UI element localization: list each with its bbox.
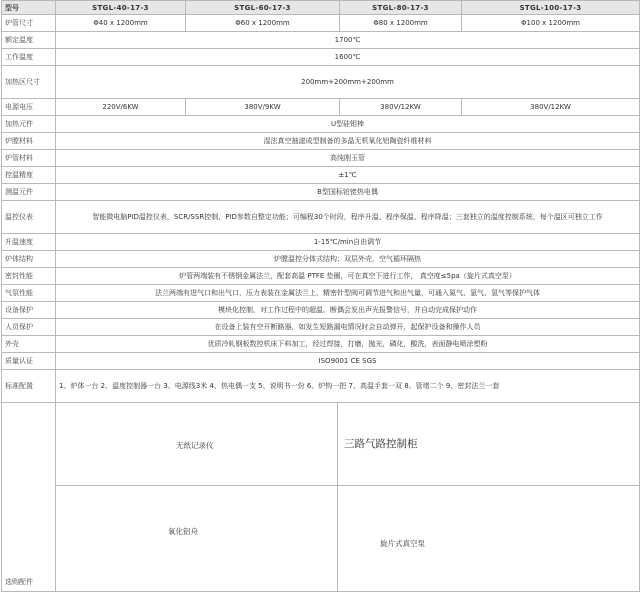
structure-value: 炉膛温控分体式结构；双层外壳，空气循环隔热	[56, 251, 640, 268]
controller-label: 温控仪表	[2, 201, 56, 234]
voltage-2: 380V/9KW	[186, 99, 340, 116]
heating-rate-value: 1-15℃/min自由调节	[56, 234, 640, 251]
row-thermocouple	[2, 184, 640, 201]
furnace-material-value: 湿法真空抽滤成型制备的多晶无机氧化铝陶瓷纤维材料	[56, 133, 640, 150]
accuracy-value: ±1℃	[56, 167, 640, 184]
row-rated-temp	[2, 32, 640, 49]
heating-zone-value: 200mm+200mm+200mm	[56, 66, 640, 99]
certification-value: ISO9001 CE SGS	[56, 353, 640, 370]
row-tube-size	[2, 15, 640, 32]
row-heating-rate	[2, 234, 640, 251]
certification-label: 质量认证	[2, 353, 56, 370]
heating-element-value: U型硅钼棒	[56, 116, 640, 133]
model-3: STGL-80-17-3	[340, 1, 462, 15]
row-personnel	[2, 319, 640, 336]
sealing-label: 密封性能	[2, 268, 56, 285]
accuracy-label: 控温精度	[2, 167, 56, 184]
personnel-value: 在设备上装有空开断路器，如发生短路漏电情况时会自动弹开，起保护设备和操作人员	[56, 319, 640, 336]
work-temp-label: 工作温度	[2, 49, 56, 66]
heating-element-label: 加热元件	[2, 116, 56, 133]
tube-material-value: 高纯刚玉管	[56, 150, 640, 167]
tube-size-4: Φ100 x 1200mm	[462, 15, 640, 32]
row-voltage	[2, 99, 640, 116]
heating-zone-label: 加热区尺寸	[2, 66, 56, 99]
personnel-label: 人员保护	[2, 319, 56, 336]
row-tube-material	[2, 150, 640, 167]
voltage-label: 电源电压	[2, 99, 56, 116]
row-model	[2, 1, 640, 15]
casing-value: 优质冷轧钢板数控机床下料加工，经过焊接，打磨，抛光，磷化，酸洗，表面静电喷涂塑粉	[56, 336, 640, 353]
accessory-gas-control-cabinet: 三路气路控制柜	[344, 438, 418, 450]
accessory-alumina-boat: 氧化铝舟	[168, 527, 198, 536]
optional-accessories-panel	[56, 403, 640, 592]
tube-material-label: 炉管材料	[2, 150, 56, 167]
tube-size-1: Φ40 x 1200mm	[56, 15, 186, 32]
row-furnace-material	[2, 133, 640, 150]
standard-config-value: 1、炉体一台 2、温度控制器一台 3、电源线3米 4、热电偶一支 5、说明书一份 6、炉钩一把 7、高温手套一双 8、管堵二个 9、密封法兰一套	[56, 370, 640, 403]
model-1: STGL-40-17-3	[56, 1, 186, 15]
accessory-divider-vertical	[337, 403, 338, 591]
voltage-4: 380V/12KW	[462, 99, 640, 116]
row-optional	[2, 403, 640, 592]
rated-temp-value: 1700℃	[56, 32, 640, 49]
row-gas	[2, 285, 640, 302]
rated-temp-label: 额定温度	[2, 32, 56, 49]
row-controller	[2, 201, 640, 234]
accessory-paperless-recorder: 无纸记录仪	[176, 441, 214, 450]
row-structure	[2, 251, 640, 268]
model-label: 型号	[2, 1, 56, 15]
standard-config-label: 标准配置	[2, 370, 56, 403]
accessory-divider-horizontal	[56, 485, 639, 486]
furnace-material-label: 炉膛材料	[2, 133, 56, 150]
row-casing	[2, 336, 640, 353]
row-heating-element	[2, 116, 640, 133]
model-2: STGL-60-17-3	[186, 1, 340, 15]
heating-rate-label: 升温速度	[2, 234, 56, 251]
optional-label: 选购配件	[2, 403, 56, 592]
controller-value: 智能微电脑PID温控仪表，SCR/SSR控制，PID参数自整定功能；可编程30个时段，程序升温、程序保温、程序降温；三套独立的温度控制系统，每个温区可独立工作	[56, 201, 640, 234]
thermocouple-value: B型国标铂铑热电偶	[56, 184, 640, 201]
spec-table	[1, 0, 640, 592]
casing-label: 外壳	[2, 336, 56, 353]
model-4: STGL-100-17-3	[462, 1, 640, 15]
thermocouple-label: 测温元件	[2, 184, 56, 201]
row-accuracy	[2, 167, 640, 184]
protection-label: 设备保护	[2, 302, 56, 319]
row-heating-zone	[2, 66, 640, 99]
row-standard-config	[2, 370, 640, 403]
protection-value: 模块化控制，对工作过程中的超温、断偶会发出声光报警信号，并自动完成保护动作	[56, 302, 640, 319]
gas-value: 法兰两端有进气口和出气口，压力表装在金属法兰上，精密针型阀可调节进气和出气量，可通入氮气、氩气、氢气等保护气体	[56, 285, 640, 302]
row-work-temp	[2, 49, 640, 66]
tube-size-2: Φ60 x 1200mm	[186, 15, 340, 32]
gas-label: 气氛性能	[2, 285, 56, 302]
accessory-vacuum-pump: 旋片式真空泵	[380, 539, 425, 548]
structure-label: 炉体结构	[2, 251, 56, 268]
row-certification	[2, 353, 640, 370]
sealing-value: 炉管两端装有不锈钢金属法兰，配套高温 PTFE 垫圈，可在真空下进行工作， 真空度≤5pa（旋片式真空泵）	[56, 268, 640, 285]
row-sealing	[2, 268, 640, 285]
voltage-3: 380V/12KW	[340, 99, 462, 116]
tube-size-label: 炉管尺寸	[2, 15, 56, 32]
voltage-1: 220V/6KW	[56, 99, 186, 116]
work-temp-value: 1600℃	[56, 49, 640, 66]
row-protection	[2, 302, 640, 319]
tube-size-3: Φ80 x 1200mm	[340, 15, 462, 32]
